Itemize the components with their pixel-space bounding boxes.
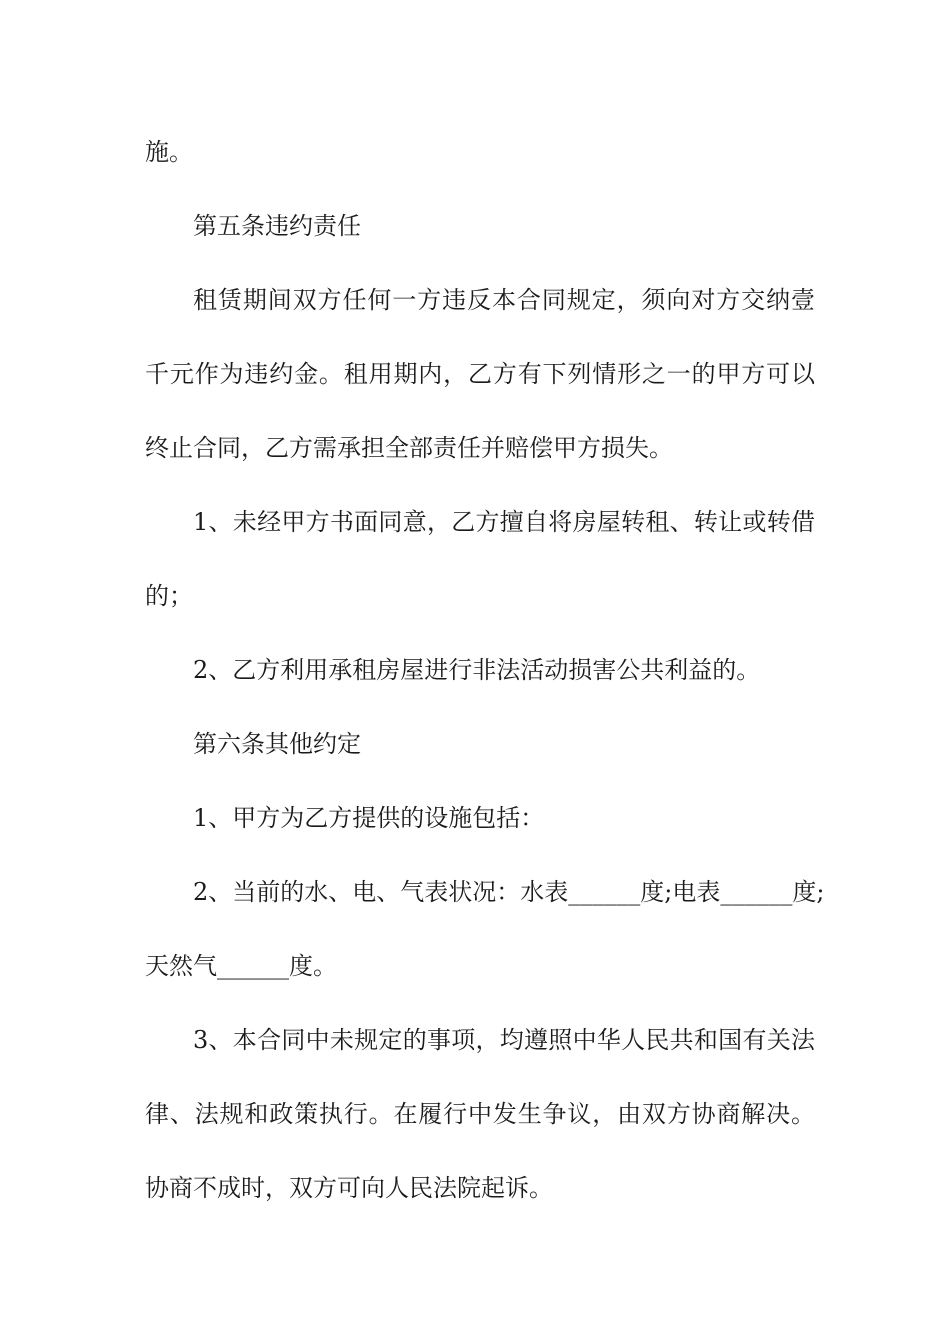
list-item: 1、甲方为乙方提供的设施包括：: [193, 804, 545, 832]
list-item: 2、乙方利用承租房屋进行非法活动损害公共利益的。: [193, 656, 761, 684]
text-line: 协商不成时，双方可向人民法院起诉。: [145, 1174, 553, 1202]
list-item: 1、未经甲方书面同意，乙方擅自将房屋转租、转让或转借: [193, 508, 815, 536]
text-line: 千元作为违约金。租用期内，乙方有下列情形之一的甲方可以: [145, 360, 815, 388]
text-line: 租赁期间双方任何一方违反本合同规定，须向对方交纳壹: [193, 286, 815, 314]
text-line: 天然气______度。: [145, 952, 337, 980]
list-item: 2、当前的水、电、气表状况：水表______度;电表______度;: [193, 878, 825, 906]
text-line: 施。: [145, 138, 193, 166]
text-line: 终止合同，乙方需承担全部责任并赔偿甲方损失。: [145, 434, 673, 462]
text-line: 律、法规和政策执行。在履行中发生争议，由双方协商解决。: [145, 1100, 815, 1128]
list-item: 3、本合同中未规定的事项，均遵照中华人民共和国有关法: [193, 1026, 815, 1054]
text-line: 的；: [145, 582, 193, 610]
section-heading: 第五条违约责任: [193, 212, 361, 240]
section-heading: 第六条其他约定: [193, 730, 361, 758]
